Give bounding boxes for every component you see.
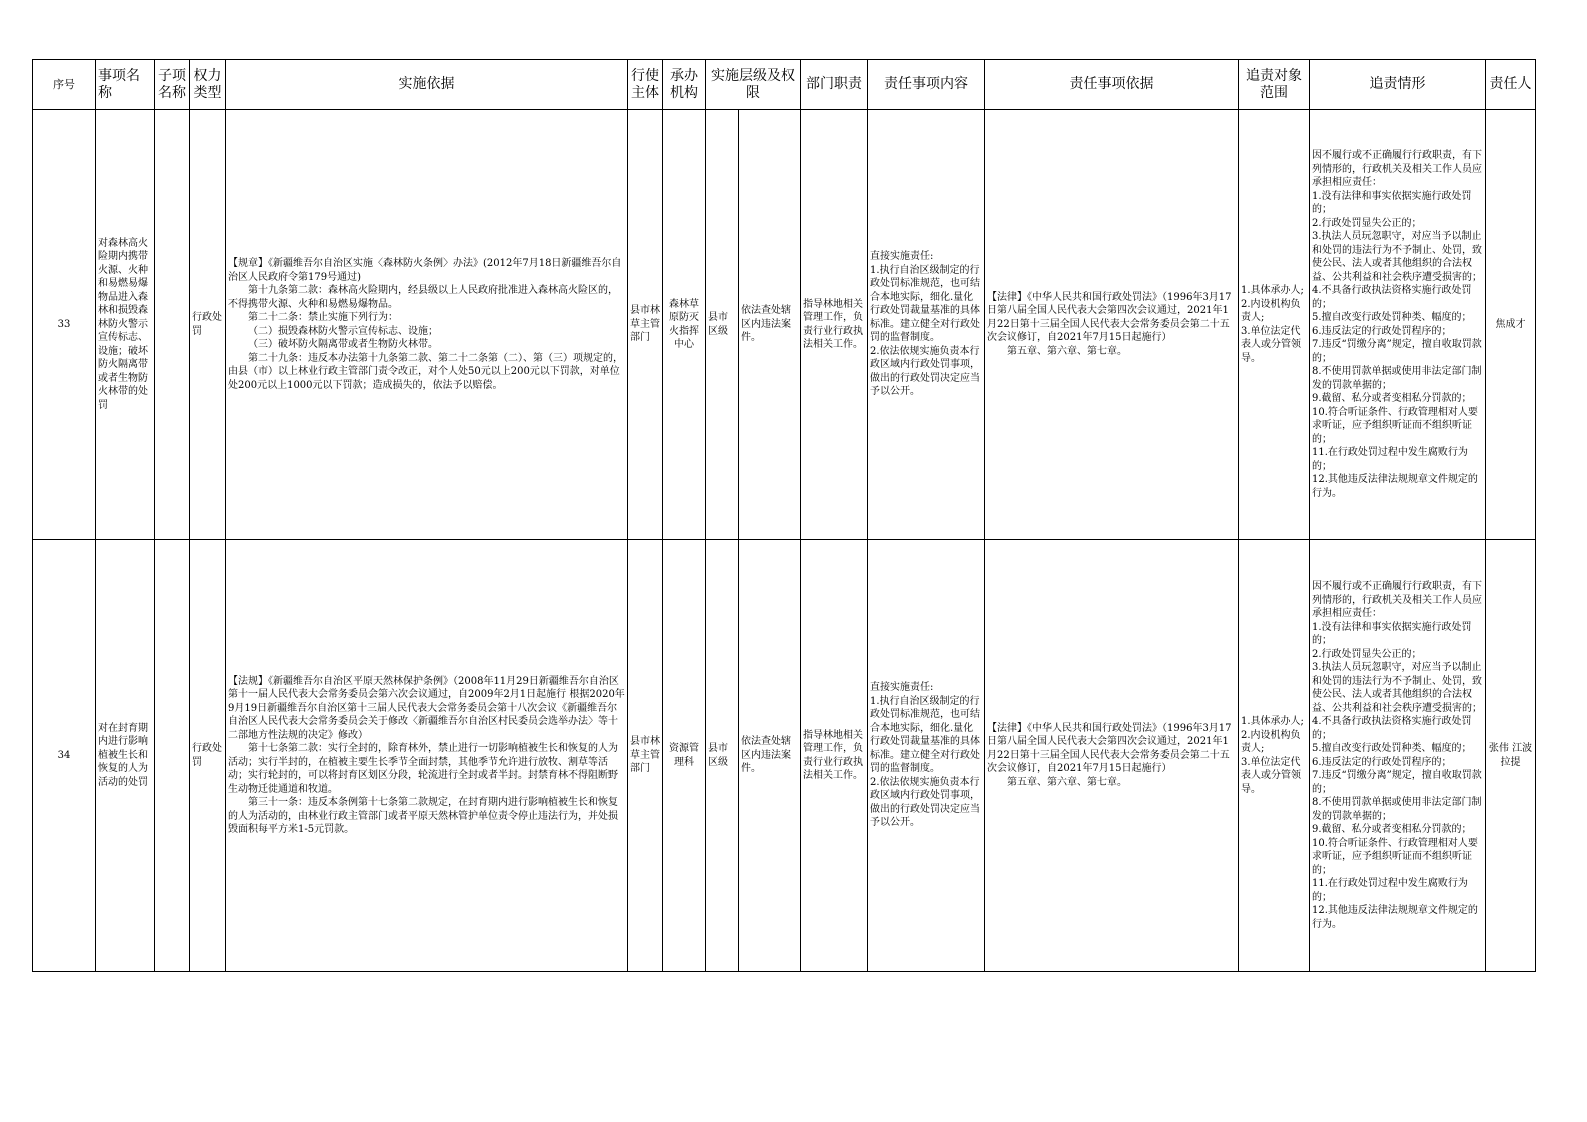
cell-subject: 县市林草主管部门: [628, 540, 663, 972]
basis-line: 第十九条第二款：森林高火险期内，经县级以上人民政府批准进入森林高火险区的，不得携带火源、火种和易燃易爆物品。: [228, 285, 618, 310]
header-sub-item: 子项名称: [155, 60, 190, 110]
resp-basis-line: 【法律】《中华人民共和国行政处罚法》（1996年3月17日第八届全国人民代表大会第四次会议通过，2021年1月22日第十三届全国人民代表大会常务委员会第二十五次会议修订，自2021年7月15日起施行）: [987, 722, 1232, 775]
header-basis: 实施依据: [226, 60, 628, 110]
header-resp-basis: 责任事项依据: [985, 60, 1239, 110]
cell-power-type: 行政处罚: [190, 540, 226, 972]
header-situation: 追责情形: [1310, 60, 1486, 110]
cell-resp-basis: [985, 110, 1239, 540]
header-resp-content: 责任事项内容: [868, 60, 985, 110]
cell-agency: 资源管理科: [663, 540, 706, 972]
cell-resp-basis: [985, 540, 1239, 972]
cell-agency: 森林草原防灭火指挥中心: [663, 110, 706, 540]
basis-line: 第十七条第二款：实行全封的，除育林外，禁止进行一切影响植被生长和恢复的人为活动；实行半封的，在植被主要生长季节全面封禁，其他季节允许进行放牧、割草等活动；实行轮封的，可以将封育区划区分段，轮流进行全封或者半封。封禁育林不得阻断野生动物迁徙通道和牧道。: [228, 743, 618, 795]
table-row: [33, 110, 1536, 540]
cell-person: 焦成才: [1486, 110, 1536, 540]
header-agency: 承办机构: [663, 60, 706, 110]
responsibility-table: [32, 59, 1536, 972]
cell-person: 张伟 江波拉提: [1486, 540, 1536, 972]
cell-basis: [226, 540, 628, 972]
cell-scope: 1.具体承办人; 2.内设机构负责人; 3.单位法定代表人或分管领导。: [1239, 540, 1310, 972]
cell-resp-content: 直接实施责任: 1.执行自治区级制定的行政处罚标准规范，也可结合本地实际，细化.量化行政处罚裁量基准的具体标准。建立健全对行政处罚的监督制度。 2.依法依规实施负责本行政区域内行政处罚事项，做出的行政处罚决定应当予以公开。: [868, 540, 985, 972]
basis-line: （三）破坏防火隔离带或者生物防火林带。: [248, 339, 438, 350]
cell-scope: 1.具体承办人; 2.内设机构负责人; 3.单位法定代表人或分管领导。: [1239, 110, 1310, 540]
header-subject: 行使主体: [628, 60, 663, 110]
basis-line: 【法规】《新疆维吾尔自治区平原天然林保护条例》（2008年11月29日新疆维吾尔自治区第十一届人民代表大会常务委员会第六次会议通过，自2009年2月1日起施行 根据2020年9月19日新疆维吾尔自治区第十三届人民代表大会常务委员会第十八次会议《新疆维吾尔自治区人民代表大会常务委员会关于修改〈新疆维吾尔自治区村民委员会选举办法〉等十二部地方性法规的决定》修改）: [228, 675, 625, 741]
cell-level: 县市区级: [706, 540, 739, 972]
cell-sub-item: [155, 540, 190, 972]
cell-seq: 34: [33, 540, 96, 972]
header-level: 实施层级及权限: [706, 60, 801, 110]
basis-line: （二）损毁森林防火警示宣传标志、设施；: [248, 325, 438, 337]
cell-situation: 因不履行或不正确履行行政职责，有下列情形的，行政机关及相关工作人员应承担相应责任： 1.没有法律和事实依据实施行政处罚的； 2.行政处罚显失公正的； 3.执法人员玩忽职守，对应当予以制止和处罚的违法行为不予制止、处罚，致使公民、法人或者其他组织的合法权益、公共利益和社会秩序遭受损害的； 4.不具备行政执法资格实施行政处罚的； 5.擅自改变行政处罚种类、幅度的； 6.违反法定的行政处罚程序的； 7.违反“罚缴分离”规定，擅自收取罚款的； 8.不使用罚款单据或使用非法定部门制发的罚款单据的； 9.截留、私分或者变相私分罚款的； 10.符合听证条件、行政管理相对人要求听证，应予组织听证而不组织听证的； 11.在行政处罚过程中发生腐败行为的； 12.其他违反法律法规规章文件规定的行为。: [1310, 540, 1486, 972]
resp-basis-line: 第五章、第六章、第七章。: [1007, 776, 1127, 788]
cell-duty: 指导林地相关管理工作，负责行业行政执法相关工作。: [801, 540, 868, 972]
header-power-type: 权力类型: [190, 60, 226, 110]
cell-situation: 因不履行或不正确履行行政职责，有下列情形的，行政机关及相关工作人员应承担相应责任： 1.没有法律和事实依据实施行政处罚的； 2.行政处罚显失公正的； 3.执法人员玩忽职守，对应当予以制止和处罚的违法行为不予制止、处罚，致使公民、法人或者其他组织的合法权益、公共利益和社会秩序遭受损害的； 4.不具备行政执法资格实施行政处罚的； 5.擅自改变行政处罚种类、幅度的； 6.违反法定的行政处罚程序的； 7.违反“罚缴分离”规定，擅自收取罚款的； 8.不使用罚款单据或使用非法定部门制发的罚款单据的； 9.截留、私分或者变相私分罚款的； 10.符合听证条件、行政管理相对人要求听证，应予组织听证而不组织听证的； 11.在行政处罚过程中发生腐败行为的； 12.其他违反法律法规规章文件规定的行为。: [1310, 110, 1486, 540]
cell-level: 县市区级: [706, 110, 739, 540]
cell-power-type: 行政处罚: [190, 110, 226, 540]
cell-authority: 依法查处辖区内违法案件。: [739, 540, 801, 972]
table-row: [33, 540, 1536, 972]
cell-seq: 33: [33, 110, 96, 540]
cell-item-name: 对森林高火险期内携带火源、火种和易燃易爆物品进入森林和损毁森林防火警示宣传标志、设施；破坏防火隔离带或者生物防火林带的处罚: [96, 110, 155, 540]
basis-line: 第二十二条：禁止实施下列行为：: [248, 312, 398, 323]
header-person: 责任人: [1486, 60, 1536, 110]
cell-basis: [226, 110, 628, 540]
header-item-name: 事项名称: [96, 60, 155, 110]
header-seq: 序号: [33, 60, 96, 110]
basis-line: 【规章】《新疆维吾尔自治区实施〈森林防火条例〉办法》(2012年7月18日新疆维吾尔自治区人民政府令第179号通过): [228, 258, 622, 283]
cell-item-name: 对在封育期内进行影响植被生长和恢复的人为活动的处罚: [96, 540, 155, 972]
cell-resp-content: 直接实施责任: 1.执行自治区级制定的行政处罚标准规范，也可结合本地实际，细化.量化行政处罚裁量基准的具体标准。建立健全对行政处罚的监督制度。 2.依法依规实施负责本行政区域内行政处罚事项，做出的行政处罚决定应当予以公开。: [868, 110, 985, 540]
resp-basis-line: 第五章、第六章、第七章。: [1007, 345, 1127, 357]
header-duty: 部门职责: [801, 60, 868, 110]
basis-line: 第二十九条：违反本办法第十九条第二款、第二十二条第（二）、第（三）项规定的，由县（市）以上林业行政主管部门责令改正，对个人处50元以上200元以下罚款，对单位处200元以上1000元以下罚款；造成损失的，依法予以赔偿。: [228, 352, 623, 391]
cell-sub-item: [155, 110, 190, 540]
basis-line: 第三十一条：违反本条例第十七条第二款规定，在封育期内进行影响植被生长和恢复的人为活动的，由林业行政主管部门或者平原天然林管护单位责令停止违法行为，并处损毁面积每平方米1-5元罚款。: [228, 797, 618, 835]
cell-subject: 县市林草主管部门: [628, 110, 663, 540]
cell-duty: 指导林地相关管理工作，负责行业行政执法相关工作。: [801, 110, 868, 540]
cell-authority: 依法查处辖区内违法案件。: [739, 110, 801, 540]
table-header-row: [33, 60, 1536, 110]
resp-basis-line: 【法律】《中华人民共和国行政处罚法》（1996年3月17日第八届全国人民代表大会第四次会议通过，2021年1月22日第十三届全国人民代表大会常务委员会第二十五次会议修订，自2021年7月15日起施行）: [987, 291, 1232, 344]
header-scope: 追责对象范围: [1239, 60, 1310, 110]
